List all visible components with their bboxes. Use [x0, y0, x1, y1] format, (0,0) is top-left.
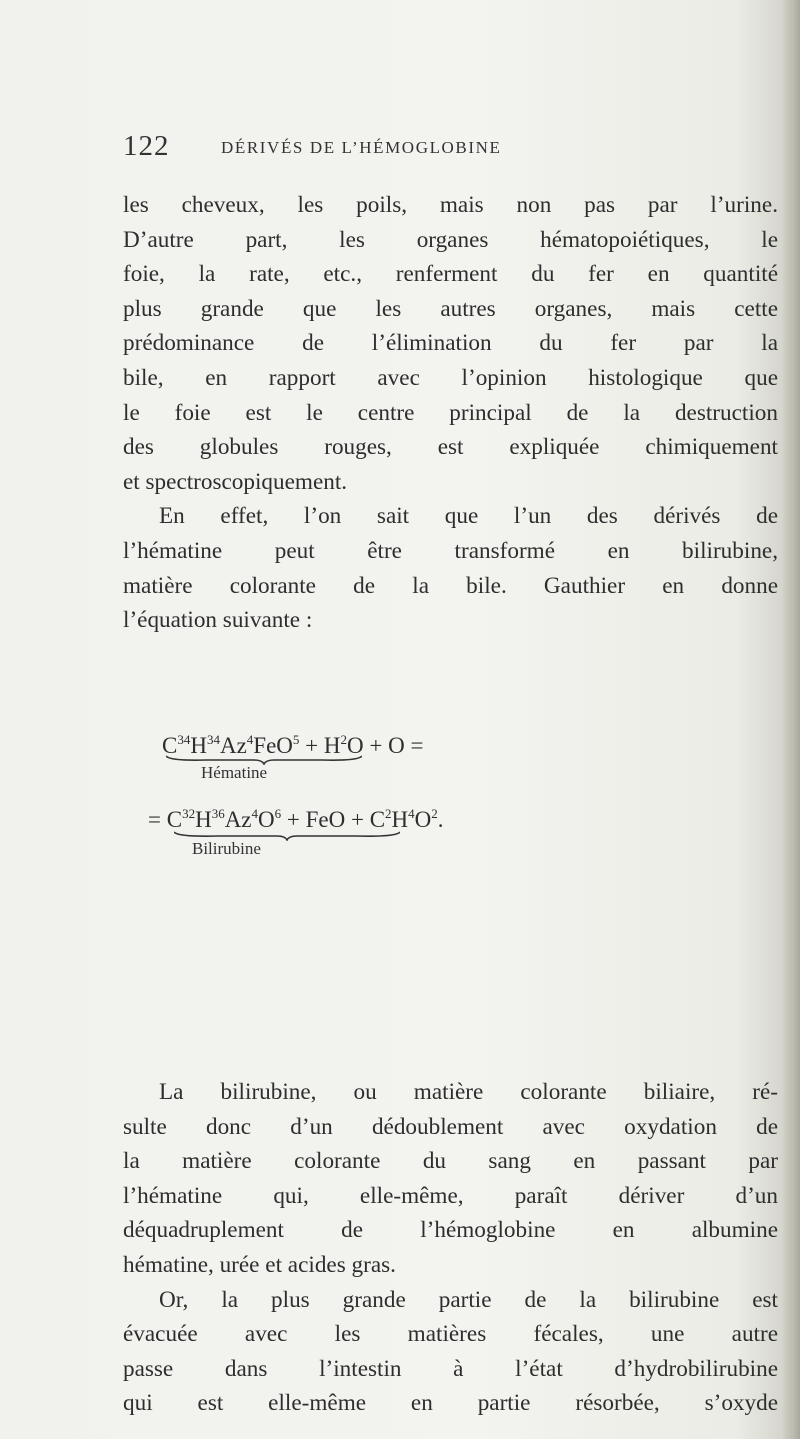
text-line: Or, la plus grande partie de la bilirubine est: [159, 1286, 778, 1313]
text-line: la matière colorante du sang en passant par: [123, 1148, 778, 1175]
text-line: bile, en rapport avec l’opinion histologique que: [123, 364, 778, 391]
text-line: l’hématine qui, elle-même, paraît dériver d’un: [123, 1182, 778, 1209]
formula-subscript: 32: [182, 806, 196, 821]
text-line: matière colorante de la bile. Gauthier en donne: [123, 572, 778, 599]
text-line: sulte donc d’un dédoublement avec oxydation de: [123, 1113, 778, 1140]
text-line: des globules rouges, est expliquée chimiquement: [123, 434, 778, 461]
text-line: les cheveux, les poils, mais non pas par l’urine.: [123, 192, 778, 218]
formula-subscript: 4: [246, 732, 254, 747]
running-title-prefix: DÉRIVÉS DE L: [221, 138, 352, 157]
formula-part: + H: [299, 733, 341, 758]
bilirubine-label: Bilirubine: [192, 839, 261, 858]
formula-part: Az: [224, 807, 252, 832]
text-line: prédominance de l’élimination du fer par la: [123, 330, 778, 357]
formula-subscript: 34: [206, 732, 220, 747]
running-title: DÉRIVÉS DE L’HÉMOGLOBINE: [221, 138, 502, 157]
formula-part: + FeO + C: [281, 807, 386, 832]
running-title-suffix: HÉMOGLOBINE: [359, 138, 502, 157]
text-line: l’hématine peut être transformé en bilirubine,: [123, 537, 778, 564]
formula-part: = C: [148, 807, 183, 832]
page-edge-shadow: [782, 0, 800, 1439]
formula-part: Az: [219, 733, 247, 758]
formula-part: O + O =: [347, 733, 424, 758]
text-line: évacuée avec les matières fécales, une autre: [123, 1321, 778, 1348]
text-block-top: [123, 188, 778, 638]
formula-subscript: 2: [340, 732, 348, 747]
text-line: déquadruplement de l’hémoglobine en albumine: [123, 1217, 778, 1244]
formula-subscript: 36: [211, 806, 225, 821]
formula-part: C: [162, 733, 178, 758]
formula-subscript: 2: [431, 806, 438, 821]
formula-part: .: [437, 807, 444, 832]
paragraph-1: [123, 188, 778, 499]
formula-part: H: [391, 807, 409, 832]
text-line: D’autre part, les organes hématopoiétiques, le: [123, 226, 778, 253]
text-block-bottom: [123, 1075, 778, 1421]
text-line: foie, la rate, etc., renferment du fer en quantité: [123, 261, 778, 288]
text-line: passe dans l’intestin à l’état d’hydrobilirubine: [123, 1355, 778, 1382]
formula-subscript: 34: [177, 732, 191, 747]
paragraph-2: [123, 499, 778, 637]
text-line: hématine, urée et acides gras.: [123, 1251, 396, 1278]
text-line: le foie est le centre principal de la destruction: [123, 399, 778, 426]
formula-part: O: [414, 807, 432, 832]
paragraph-3: [123, 1075, 778, 1283]
formula-subscript: 4: [251, 806, 259, 821]
text-line: La bilirubine, ou matière colorante biliaire, ré-: [159, 1079, 778, 1105]
paragraph-4: [123, 1283, 778, 1421]
running-header: [123, 128, 763, 168]
formula-subscript: 2: [385, 806, 392, 821]
text-line: l’équation suivante :: [123, 607, 313, 634]
text-line: qui est elle-même en partie résorbée, s’oxyde: [123, 1390, 778, 1417]
formula-subscript: 4: [408, 806, 415, 821]
hematine-label: Hématine: [201, 763, 268, 782]
text-line: et spectroscopiquement.: [123, 468, 348, 495]
equation-line-2: [148, 807, 444, 833]
formula-part: FeO: [253, 733, 293, 758]
formula-subscript: 6: [274, 806, 282, 821]
formula-part: O: [258, 807, 275, 832]
page-number: 122: [123, 130, 170, 162]
text-line: plus grande que les autres organes, mais cette: [123, 295, 778, 322]
formula-subscript: 5: [292, 732, 300, 747]
formula-part: H: [195, 807, 212, 832]
text-line: En effet, l’on sait que l’un des dérivés de: [159, 503, 778, 530]
formula-part: H: [190, 733, 207, 758]
